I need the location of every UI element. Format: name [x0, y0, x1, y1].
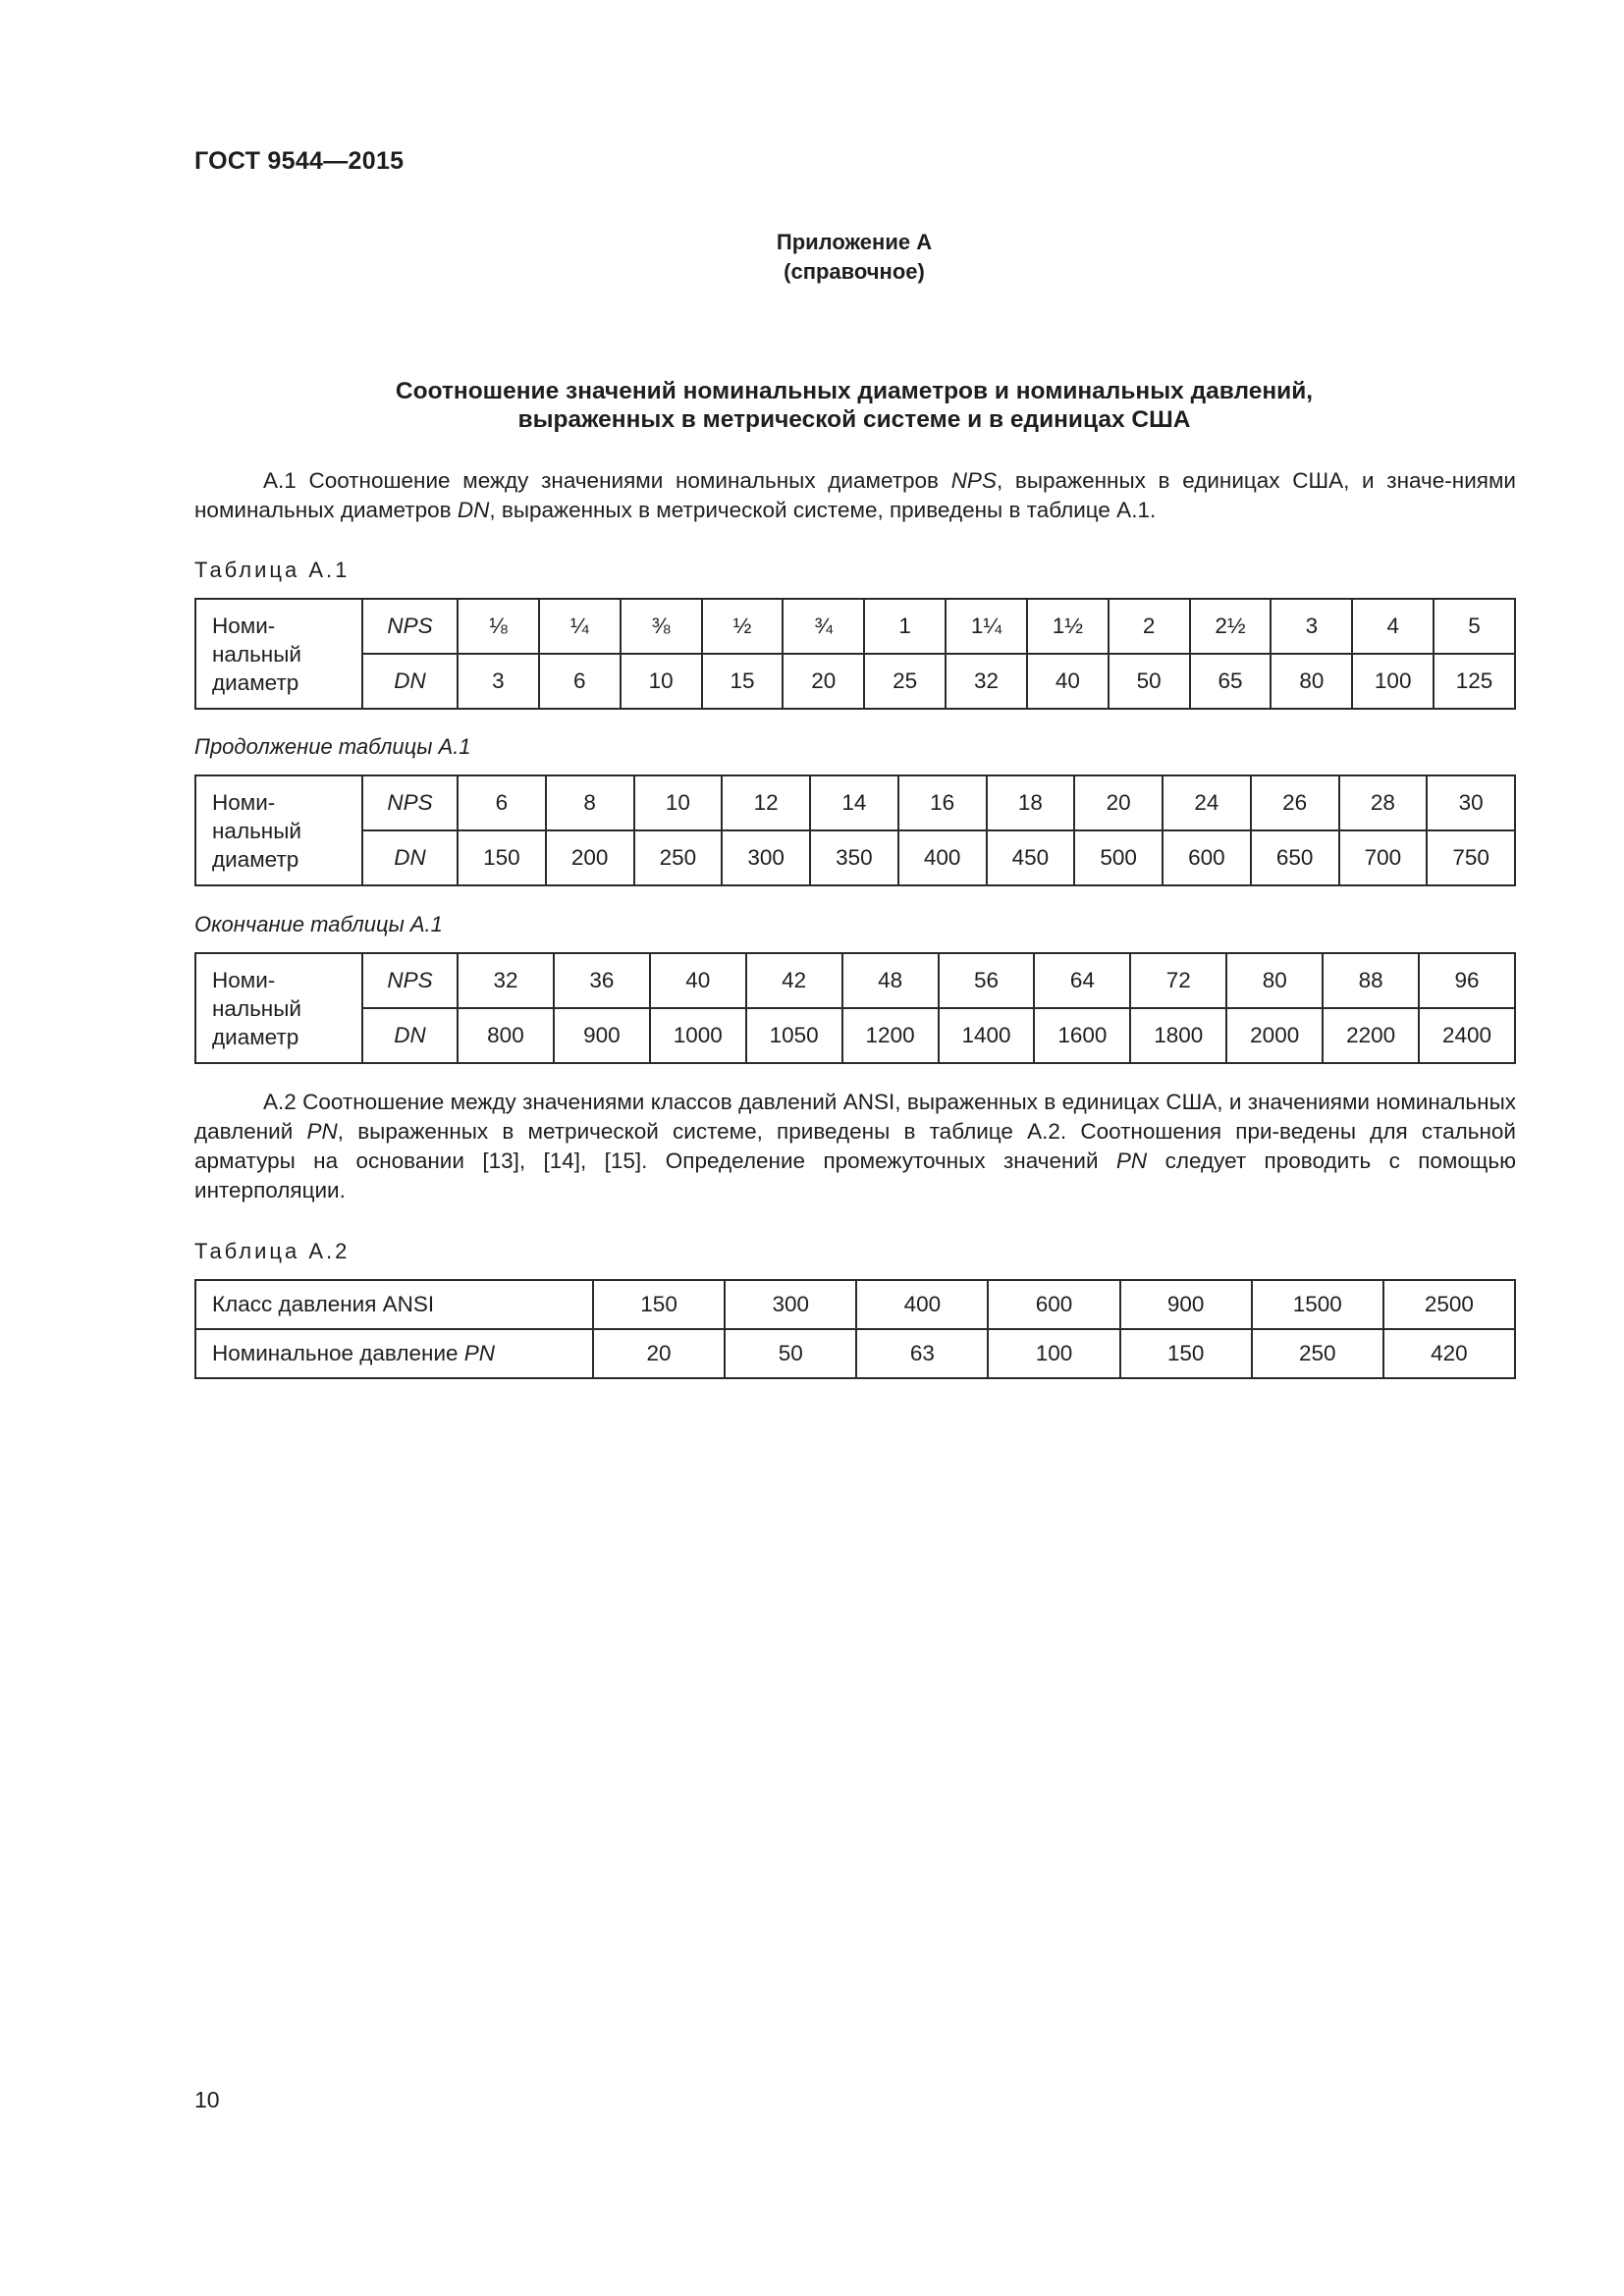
ansi-class-label: Класс давления ANSI: [195, 1280, 593, 1329]
dn-value: 10: [621, 654, 702, 709]
dn-value: 1200: [842, 1008, 939, 1063]
table-row: [195, 599, 1515, 654]
nps-value: 1½: [1027, 599, 1109, 654]
dn-value: 600: [1163, 830, 1251, 885]
dn-value: 200: [546, 830, 634, 885]
dn-value: 1800: [1130, 1008, 1226, 1063]
pn-value: 100: [988, 1329, 1119, 1378]
dn-value: 1600: [1034, 1008, 1130, 1063]
table-row: [195, 775, 1515, 830]
nps-value: 20: [1074, 775, 1163, 830]
table-a1-caption: Таблица А.1: [194, 558, 351, 582]
nps-value: 48: [842, 953, 939, 1008]
dn-value: 2200: [1323, 1008, 1419, 1063]
table-row: [195, 654, 1515, 709]
dn-value: 1400: [939, 1008, 1035, 1063]
dn-value: 650: [1251, 830, 1339, 885]
nps-value: 1: [864, 599, 946, 654]
dn-value: 450: [987, 830, 1075, 885]
table-row: [195, 1280, 1515, 1329]
row-label-nominal-diameter: Номи-нальный диаметр: [195, 775, 362, 885]
nps-value: 28: [1339, 775, 1428, 830]
paragraph-a1: [194, 466, 1516, 525]
dn-value: 25: [864, 654, 946, 709]
dn-value: 40: [1027, 654, 1109, 709]
nps-value: ⅜: [621, 599, 702, 654]
nps-value: 32: [458, 953, 554, 1008]
dn-value: 20: [783, 654, 864, 709]
pn-value: 20: [593, 1329, 725, 1378]
pn-label: PN: [463, 1341, 496, 1365]
nps-value: 10: [634, 775, 723, 830]
dn-value: 750: [1427, 830, 1515, 885]
table-a2-caption: Таблица А.2: [194, 1239, 351, 1263]
table-a1-continuation-caption: Продолжение таблицы А.1: [194, 734, 471, 759]
nps-value: 72: [1130, 953, 1226, 1008]
dn-value: 80: [1271, 654, 1352, 709]
table-a1-ending-caption: Окончание таблицы А.1: [194, 912, 443, 936]
dn-value: 700: [1339, 830, 1428, 885]
nps-value: 36: [554, 953, 650, 1008]
dn-value: 125: [1434, 654, 1515, 709]
pn-value: 420: [1383, 1329, 1515, 1378]
dn-label: DN: [362, 830, 458, 885]
dn-value: 400: [898, 830, 987, 885]
nominal-pressure-label-text: Номинальное давление: [212, 1341, 464, 1365]
nps-value: 2½: [1190, 599, 1272, 654]
nps-value: 40: [650, 953, 746, 1008]
nps-value: 18: [987, 775, 1075, 830]
pn-value: 150: [1120, 1329, 1252, 1378]
dn-label: DN: [362, 654, 458, 709]
nps-value: 88: [1323, 953, 1419, 1008]
dn-value: 2000: [1226, 1008, 1323, 1063]
nps-value: 42: [746, 953, 842, 1008]
nominal-pressure-label: [195, 1329, 593, 1378]
nps-value: 56: [939, 953, 1035, 1008]
table-row: [195, 953, 1515, 1008]
ansi-class-value: 400: [856, 1280, 988, 1329]
nps-value: 8: [546, 775, 634, 830]
nps-label: NPS: [362, 775, 458, 830]
document-header: ГОСТ 9544—2015: [194, 147, 405, 175]
dn-value: 50: [1109, 654, 1190, 709]
nps-value: 6: [458, 775, 546, 830]
dn-value: 15: [702, 654, 784, 709]
para-a2-text-2: , выраженных в метрической системе, приведены в таблице А.2. Соотношения при-ведены для стальной арматуры на основании [13], [14], [15]. Определение промежуточных значений: [194, 1119, 1516, 1173]
nps-value: ¾: [783, 599, 864, 654]
nps-value: 12: [722, 775, 810, 830]
nps-value: ¼: [539, 599, 621, 654]
para-a2-text-1: А.2 Соотношение между значениями классов давлений ANSI, выраженных в единицах США, и значениями номинальных давлений: [194, 1090, 1516, 1144]
dn-value: 900: [554, 1008, 650, 1063]
row-label-nominal-diameter: Номи-нальный диаметр: [195, 953, 362, 1063]
ansi-class-value: 900: [1120, 1280, 1252, 1329]
para-a1-text-2: , выраженных в единицах США, и значе-ниями номинальных диаметров: [194, 468, 1517, 522]
nps-term: NPS: [950, 468, 997, 493]
dn-value: 800: [458, 1008, 554, 1063]
pn-term: PN: [306, 1119, 338, 1144]
pn-term-2: PN: [1115, 1148, 1148, 1173]
ansi-class-value: 600: [988, 1280, 1119, 1329]
table-row: [195, 830, 1515, 885]
dn-value: 6: [539, 654, 621, 709]
nps-value: 14: [810, 775, 898, 830]
ansi-class-value: 150: [593, 1280, 725, 1329]
nps-label: NPS: [362, 599, 458, 654]
section-title-line-2: выраженных в метрической системе и в единицах США: [517, 406, 1191, 433]
dn-value: 65: [1190, 654, 1272, 709]
section-title-line-1: Соотношение значений номинальных диаметров и номинальных давлений,: [395, 378, 1314, 404]
appendix-title: Приложение А: [776, 230, 933, 254]
page-number: 10: [194, 2087, 220, 2112]
nps-value: 26: [1251, 775, 1339, 830]
dn-value: 32: [946, 654, 1027, 709]
dn-value: 2400: [1419, 1008, 1515, 1063]
ansi-class-value: 300: [725, 1280, 856, 1329]
pn-value: 50: [725, 1329, 856, 1378]
pn-value: 250: [1252, 1329, 1383, 1378]
nps-value: 1¼: [946, 599, 1027, 654]
para-a1-text-1: А.1 Соотношение между значениями номинальных диаметров: [263, 468, 951, 493]
table-row: [195, 1008, 1515, 1063]
pn-value: 63: [856, 1329, 988, 1378]
dn-value: 100: [1352, 654, 1434, 709]
dn-value: 300: [722, 830, 810, 885]
nps-value: 3: [1271, 599, 1352, 654]
nps-value: 96: [1419, 953, 1515, 1008]
table-row: [195, 1329, 1515, 1378]
dn-value: 1050: [746, 1008, 842, 1063]
nps-value: 4: [1352, 599, 1434, 654]
nps-value: 2: [1109, 599, 1190, 654]
para-a1-text-3: , выраженных в метрической системе, приведены в таблице А.1.: [489, 498, 1157, 522]
ansi-class-value: 2500: [1383, 1280, 1515, 1329]
table-a1-part3: [194, 952, 1516, 1064]
nps-label: NPS: [362, 953, 458, 1008]
row-label-nominal-diameter: Номи-нальный диаметр: [195, 599, 362, 709]
nps-value: 16: [898, 775, 987, 830]
dn-value: 150: [458, 830, 546, 885]
para-a2-text-3: следует проводить с помощью интерполяции.: [194, 1148, 1517, 1202]
nps-value: 80: [1226, 953, 1323, 1008]
dn-value: 3: [458, 654, 539, 709]
nps-value: 64: [1034, 953, 1130, 1008]
ansi-class-value: 1500: [1252, 1280, 1383, 1329]
nps-value: 30: [1427, 775, 1515, 830]
nps-value: 24: [1163, 775, 1251, 830]
nps-value: 5: [1434, 599, 1515, 654]
dn-label: DN: [362, 1008, 458, 1063]
table-a1-part2: [194, 774, 1516, 886]
nps-value: ½: [702, 599, 784, 654]
table-a2: [194, 1279, 1516, 1379]
nps-value: ⅛: [458, 599, 539, 654]
dn-value: 250: [634, 830, 723, 885]
dn-term: DN: [457, 498, 490, 522]
dn-value: 500: [1074, 830, 1163, 885]
table-a1-part1: [194, 598, 1516, 710]
dn-value: 1000: [650, 1008, 746, 1063]
paragraph-a2: [194, 1088, 1516, 1205]
dn-value: 350: [810, 830, 898, 885]
appendix-type: (справочное): [784, 259, 925, 284]
